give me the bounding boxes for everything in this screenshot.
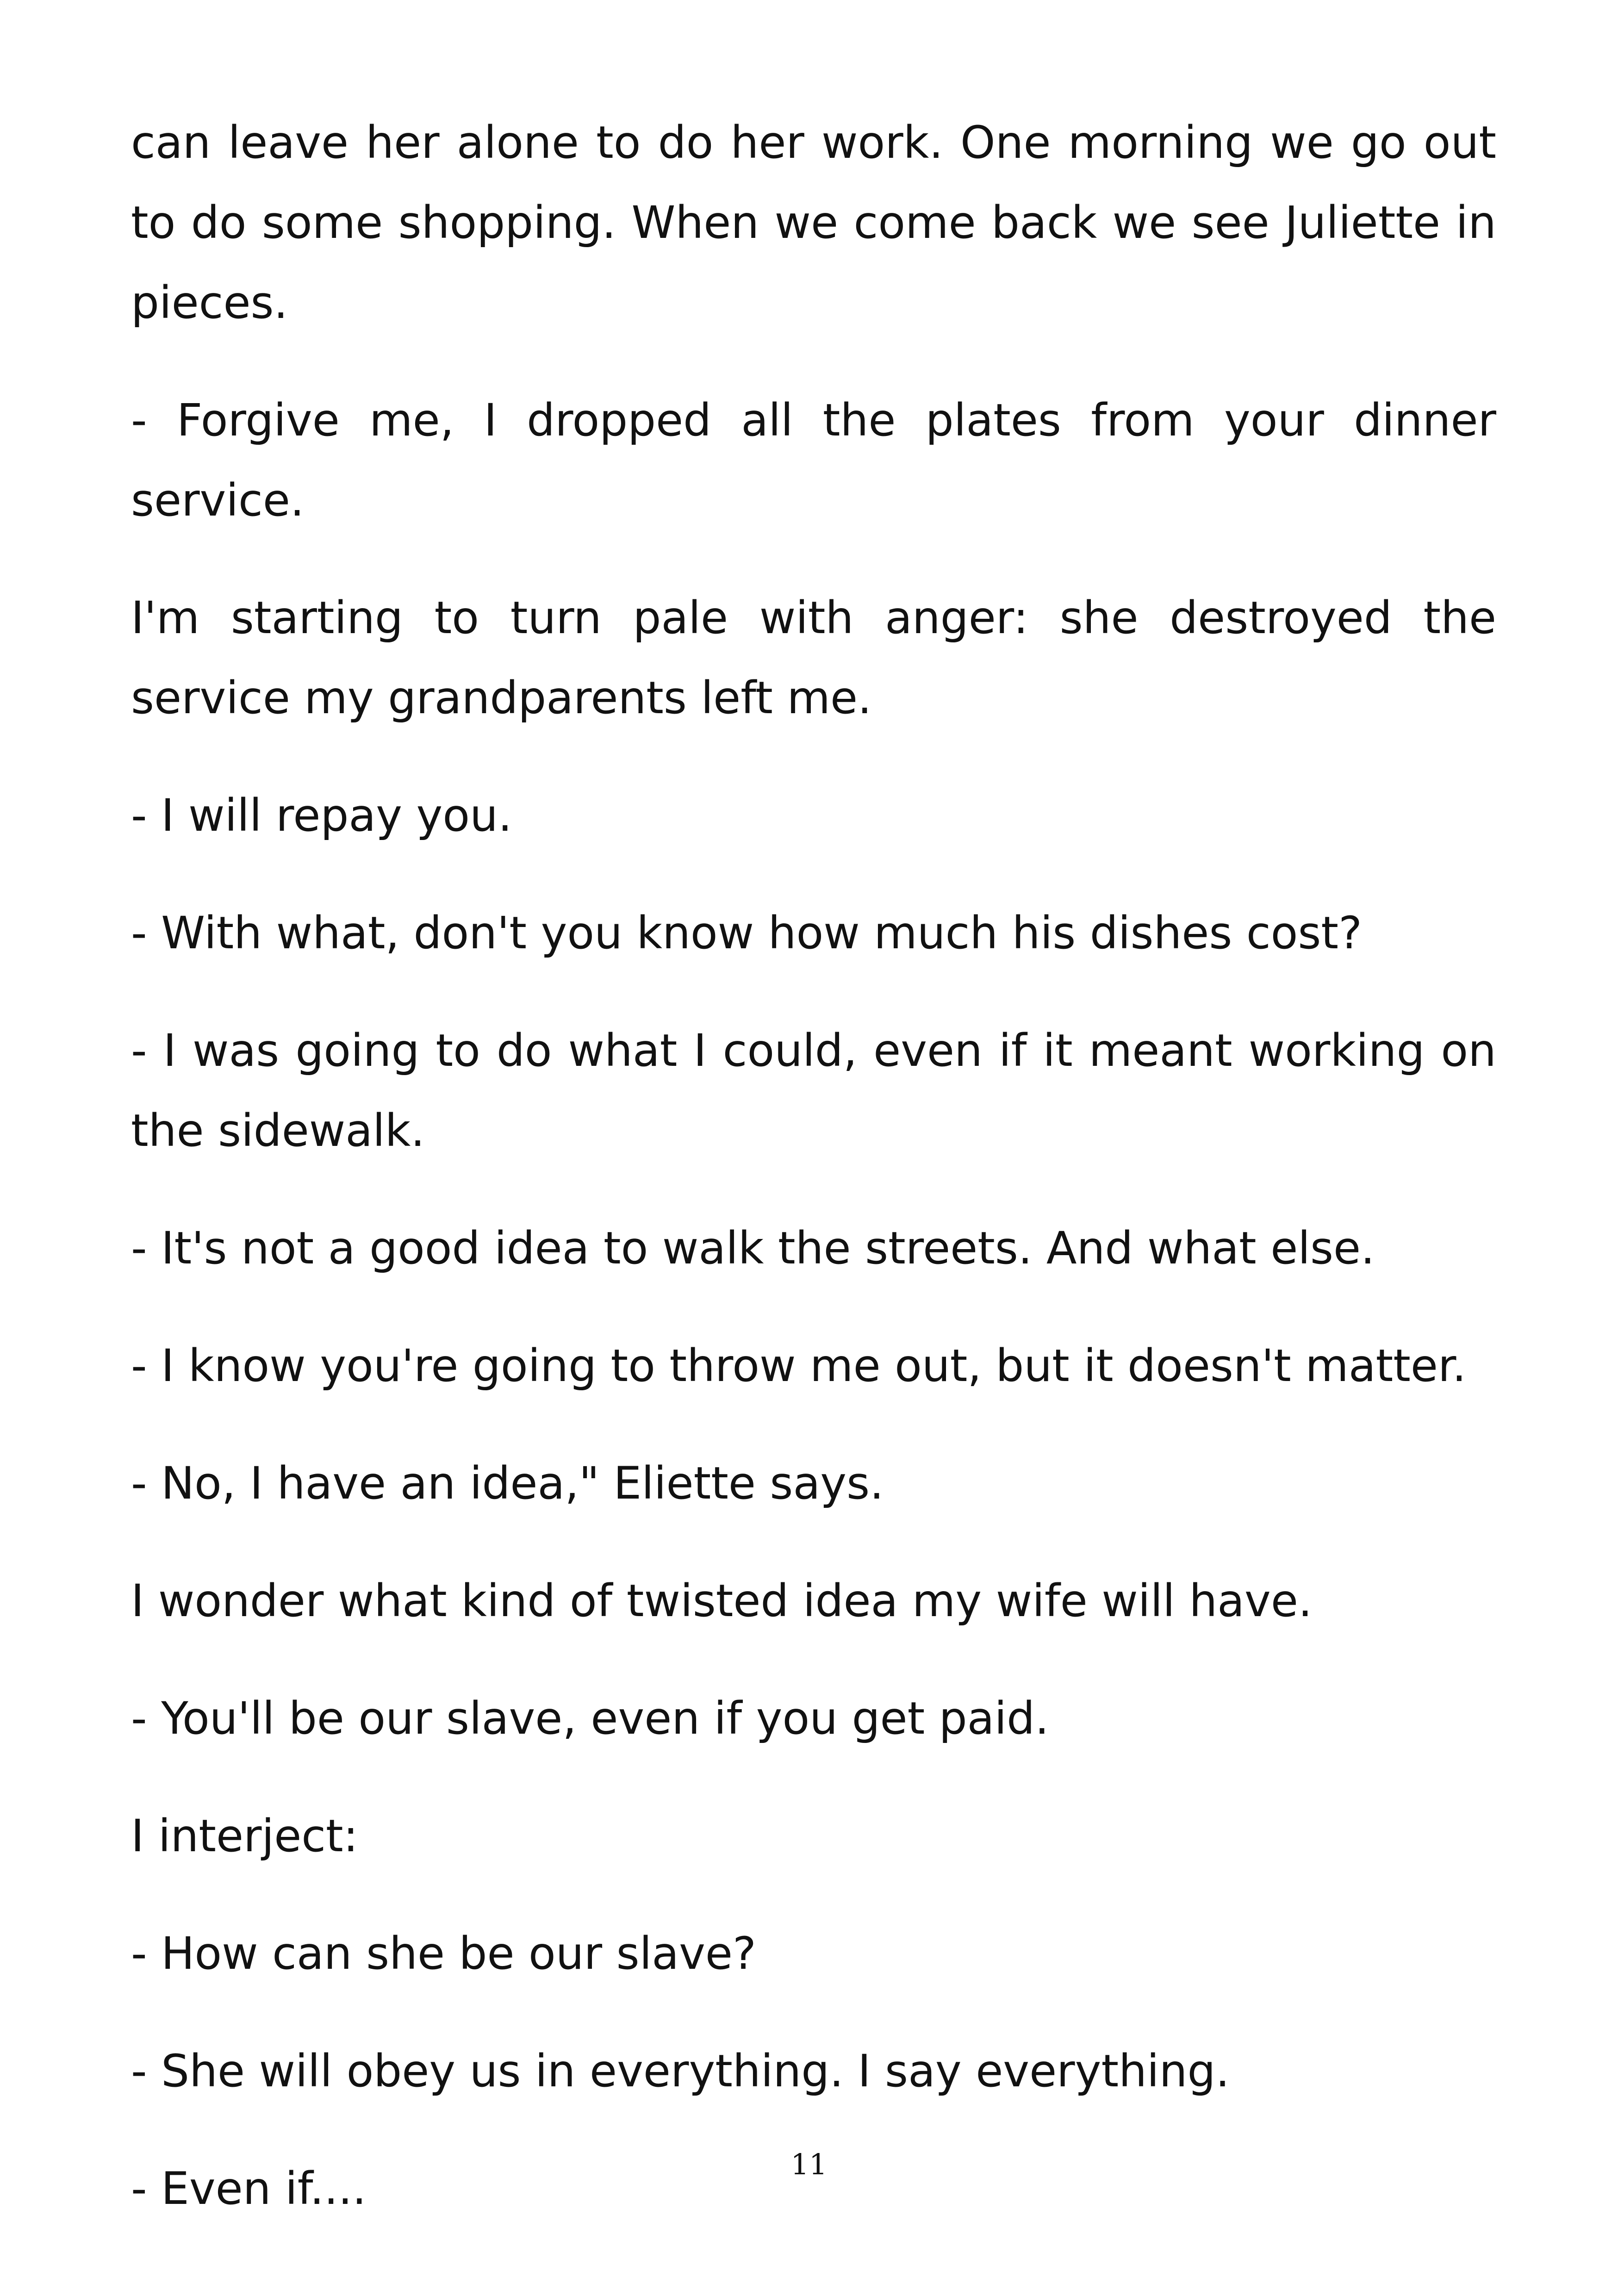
text-body <box>131 103 1496 2266</box>
page-number: 11 <box>790 2147 828 2181</box>
paragraph: I'm starting to turn pale with anger: she destroyed the service my grandparents left me. <box>131 592 1496 724</box>
paragraph: - I know you're going to throw me out, but it doesn't matter. <box>131 1340 1467 1392</box>
paragraph: - With what, don't you know how much his dishes cost? <box>131 907 1363 959</box>
paragraph: - Even if.... <box>131 2163 367 2215</box>
paragraph: - How can she be our slave? <box>131 1928 756 1979</box>
paragraph: - Forgive me, I dropped all the plates from your dinner service. <box>131 394 1496 526</box>
paragraph: can leave her alone to do her work. One morning we go out to do some shopping. When we come back we see Juliette in pieces. <box>131 117 1496 329</box>
paragraph: - No, I have an idea," Eliette says. <box>131 1457 884 1509</box>
paragraph: - I will repay you. <box>131 790 512 841</box>
paragraph: - She will obey us in everything. I say everything. <box>131 2045 1230 2097</box>
paragraph: I wonder what kind of twisted idea my wife will have. <box>131 1575 1313 1627</box>
paragraph: I interject: <box>131 1810 359 1862</box>
paragraph: - It's not a good idea to walk the streets. And what else. <box>131 1222 1375 1274</box>
paragraph: - You'll be our slave, even if you get paid. <box>131 1692 1049 1744</box>
paragraph: - I was going to do what I could, even if it meant working on the sidewalk. <box>131 1025 1496 1157</box>
